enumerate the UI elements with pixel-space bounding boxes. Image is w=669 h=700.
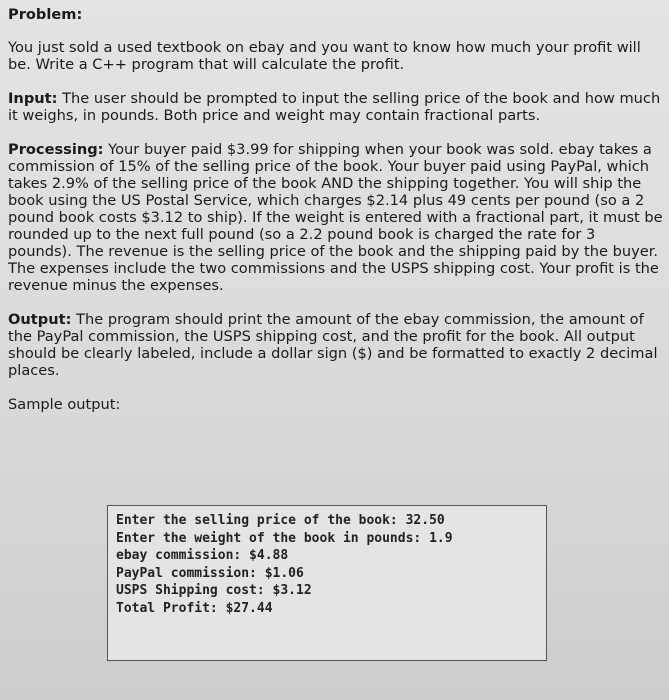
input-text: The user should be prompted to input the selling price of the book and how much it weighs, in pounds. Both price and weight may contain fractional parts. [8, 90, 661, 124]
output-text: The program should print the amount of the ebay commission, the amount of the PayPal commission, the USPS shipping cost, and the profit for the book. All output should be clearly labeled, include a dollar sign ($) and be formatted to exactly 2 decimal places. [8, 311, 658, 379]
console-line: Enter the weight of the book in pounds: 1.9 [116, 530, 453, 546]
output-label: Output: [8, 311, 72, 328]
input-section [8, 90, 663, 124]
problem-document [8, 6, 663, 430]
console-line: ebay commission: $4.88 [116, 548, 289, 563]
console-line: Enter the selling price of the book: 32.50 [116, 513, 445, 528]
output-section [8, 311, 663, 379]
problem-intro: You just sold a used textbook on ebay and you want to know how much your profit will be. Write a C++ program that will calculate the profit. [8, 39, 641, 73]
problem-title: Problem: [8, 6, 83, 23]
console-line: Total Profit: $27.44 [116, 600, 273, 616]
input-label: Input: [8, 90, 58, 107]
console-line: USPS Shipping cost: $3.12 [116, 583, 312, 598]
sample-output-box [107, 505, 547, 661]
processing-text: Your buyer paid $3.99 for shipping when your book was sold. ebay takes a commission of 15% of the selling price of the book. Your buyer paid using PayPal, which takes 2.9% of the selling price of the book AND the shipping together. You will ship the book using the US Postal Service, which charges $2.14 plus 49 cents per pound (so a 2 pound book costs $3.12 to ship). If the weight is entered with a fractional part, it must be rounded up to the next full pound (so a 2.2 pound book is charged the rate for 3 pounds). The revenue is the selling price of the book and the shipping paid by the buyer. The expenses include the two commissions and the USPS shipping cost. Your profit is the revenue minus the expenses. [8, 141, 663, 294]
processing-label: Processing: [8, 141, 104, 158]
sample-output-label: Sample output: [8, 396, 121, 413]
console-line: PayPal commission: $1.06 [116, 565, 304, 581]
processing-section [8, 141, 663, 294]
